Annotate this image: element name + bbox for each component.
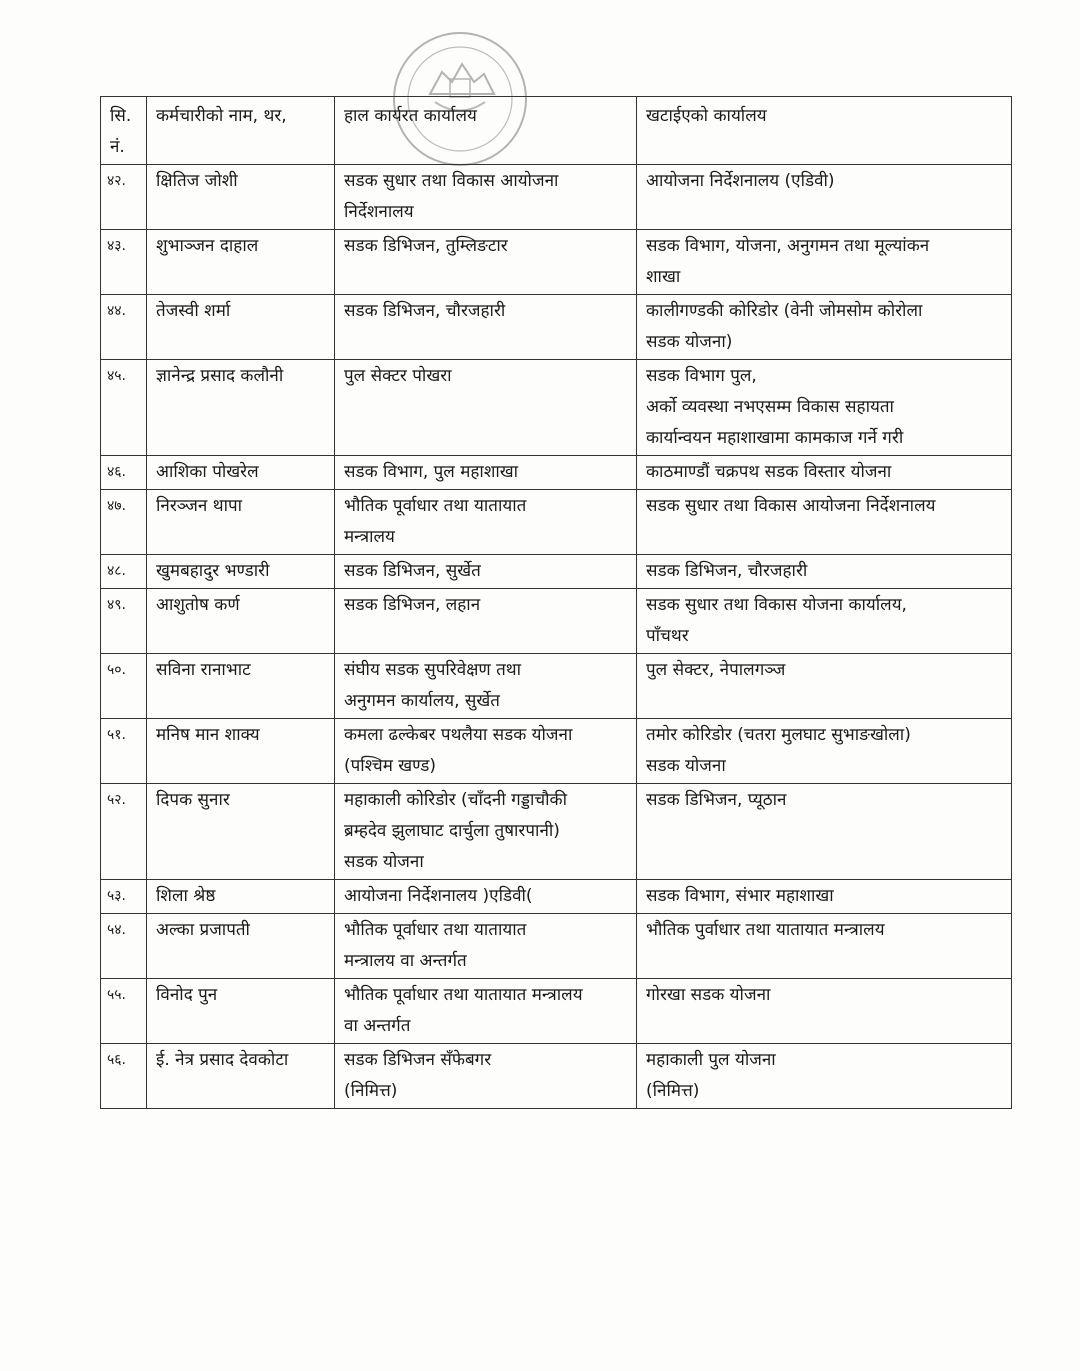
serial-number-cell: ४५. xyxy=(101,360,147,456)
assigned-office-cell: पुल सेक्टर, नेपालगञ्ज xyxy=(637,654,1012,719)
table-row xyxy=(101,979,1012,1044)
serial-number-cell: ५३. xyxy=(101,880,147,914)
serial-number-cell: ५१. xyxy=(101,719,147,784)
table-row xyxy=(101,880,1012,914)
assigned-office-cell: सडक विभाग पुल, अर्को व्यवस्था नभएसम्म विकास सहायता कार्यान्वयन महाशाखामा कामकाज गर्ने गरी xyxy=(637,360,1012,456)
assigned-office-cell: सडक विभाग, संभार महाशाखा xyxy=(637,880,1012,914)
table-row xyxy=(101,719,1012,784)
employee-name-cell: विनोद पुन xyxy=(147,979,335,1044)
assigned-office-cell: काठमाण्डौं चक्रपथ सडक विस्तार योजना xyxy=(637,456,1012,490)
serial-number-cell: ५४. xyxy=(101,914,147,979)
header-serial-number: सि. नं. xyxy=(101,97,147,165)
assigned-office-cell: सडक सुधार तथा विकास योजना कार्यालय, पाँचथर xyxy=(637,589,1012,654)
serial-number-cell: ५०. xyxy=(101,654,147,719)
employee-name-cell: शिला श्रेष्ठ xyxy=(147,880,335,914)
table-row xyxy=(101,589,1012,654)
serial-number-cell: ५२. xyxy=(101,784,147,880)
assigned-office-cell: महाकाली पुल योजना (निमित्त) xyxy=(637,1044,1012,1109)
current-office-cell: पुल सेक्टर पोखरा xyxy=(335,360,637,456)
employee-name-cell: तेजस्वी शर्मा xyxy=(147,295,335,360)
assigned-office-cell: कालीगण्डकी कोरिडोर (वेनी जोमसोम कोरोला सडक योजना) xyxy=(637,295,1012,360)
employee-name-cell: ई. नेत्र प्रसाद देवकोटा xyxy=(147,1044,335,1109)
employee-name-cell: ज्ञानेन्द्र प्रसाद कलौनी xyxy=(147,360,335,456)
serial-number-cell: ४२. xyxy=(101,165,147,230)
assigned-office-cell: गोरखा सडक योजना xyxy=(637,979,1012,1044)
table-header-row xyxy=(101,97,1012,165)
employee-name-cell: मनिष मान शाक्य xyxy=(147,719,335,784)
header-employee-name: कर्मचारीको नाम, थर, xyxy=(147,97,335,165)
serial-number-cell: ४८. xyxy=(101,555,147,589)
current-office-cell: कमला ढल्केबर पथलैया सडक योजना (पश्चिम खण्ड) xyxy=(335,719,637,784)
table-row xyxy=(101,654,1012,719)
table-row xyxy=(101,360,1012,456)
header-assigned-office: खटाईएको कार्यालय xyxy=(637,97,1012,165)
employee-name-cell: निरञ्जन थापा xyxy=(147,490,335,555)
assigned-office-cell: सडक डिभिजन, चौरजहारी xyxy=(637,555,1012,589)
current-office-cell: सडक डिभिजन, तुम्लिङटार xyxy=(335,230,637,295)
current-office-cell: संघीय सडक सुपरिवेक्षण तथा अनुगमन कार्यालय, सुर्खेत xyxy=(335,654,637,719)
serial-number-cell: ४४. xyxy=(101,295,147,360)
table-row xyxy=(101,165,1012,230)
serial-number-cell: ४३. xyxy=(101,230,147,295)
serial-number-cell: ५५. xyxy=(101,979,147,1044)
current-office-cell: भौतिक पूर्वाधार तथा यातायात मन्त्रालय xyxy=(335,490,637,555)
table-row xyxy=(101,230,1012,295)
table-row xyxy=(101,490,1012,555)
employee-name-cell: खुमबहादुर भण्डारी xyxy=(147,555,335,589)
assigned-office-cell: तमोर कोरिडोर (चतरा मुलघाट सुभाङखोला) सडक योजना xyxy=(637,719,1012,784)
serial-number-cell: ४७. xyxy=(101,490,147,555)
assigned-office-cell: सडक विभाग, योजना, अनुगमन तथा मूल्यांकन शाखा xyxy=(637,230,1012,295)
employee-name-cell: आशुतोष कर्ण xyxy=(147,589,335,654)
serial-number-cell: ५६. xyxy=(101,1044,147,1109)
assigned-office-cell: भौतिक पुर्वाधार तथा यातायात मन्त्रालय xyxy=(637,914,1012,979)
current-office-cell: सडक डिभिजन, चौरजहारी xyxy=(335,295,637,360)
assigned-office-cell: सडक डिभिजन, प्यूठान xyxy=(637,784,1012,880)
current-office-cell: आयोजना निर्देशनालय )एडिवी( xyxy=(335,880,637,914)
staff-transfer-table xyxy=(100,96,1012,1109)
current-office-cell: सडक विभाग, पुल महाशाखा xyxy=(335,456,637,490)
table-row xyxy=(101,914,1012,979)
table-row xyxy=(101,295,1012,360)
current-office-cell: सडक डिभिजन, सुर्खेत xyxy=(335,555,637,589)
current-office-cell: भौतिक पूर्वाधार तथा यातायात मन्त्रालय वा अन्तर्गत xyxy=(335,979,637,1044)
table-row xyxy=(101,784,1012,880)
employee-name-cell: शुभाञ्जन दाहाल xyxy=(147,230,335,295)
employee-name-cell: क्षितिज जोशी xyxy=(147,165,335,230)
current-office-cell: सडक डिभिजन, लहान xyxy=(335,589,637,654)
current-office-cell: भौतिक पूर्वाधार तथा यातायात मन्त्रालय वा अन्तर्गत xyxy=(335,914,637,979)
header-current-office: हाल कार्यरत कार्यालय xyxy=(335,97,637,165)
table-row xyxy=(101,456,1012,490)
employee-name-cell: दिपक सुनार xyxy=(147,784,335,880)
employee-name-cell: आशिका पोखरेल xyxy=(147,456,335,490)
employee-name-cell: सविना रानाभाट xyxy=(147,654,335,719)
assigned-office-cell: सडक सुधार तथा विकास आयोजना निर्देशनालय xyxy=(637,490,1012,555)
table-row xyxy=(101,1044,1012,1109)
current-office-cell: सडक सुधार तथा विकास आयोजना निर्देशनालय xyxy=(335,165,637,230)
table-row xyxy=(101,555,1012,589)
serial-number-cell: ४९. xyxy=(101,589,147,654)
table-body xyxy=(101,165,1012,1109)
assigned-office-cell: आयोजना निर्देशनालय (एडिवी) xyxy=(637,165,1012,230)
current-office-cell: महाकाली कोरिडोर (चाँदनी गड्डाचौकी ब्रम्हदेव झुलाघाट दार्चुला तुषारपानी) सडक योजना xyxy=(335,784,637,880)
current-office-cell: सडक डिभिजन सँफेबगर (निमित्त) xyxy=(335,1044,637,1109)
serial-number-cell: ४६. xyxy=(101,456,147,490)
employee-name-cell: अल्का प्रजापती xyxy=(147,914,335,979)
